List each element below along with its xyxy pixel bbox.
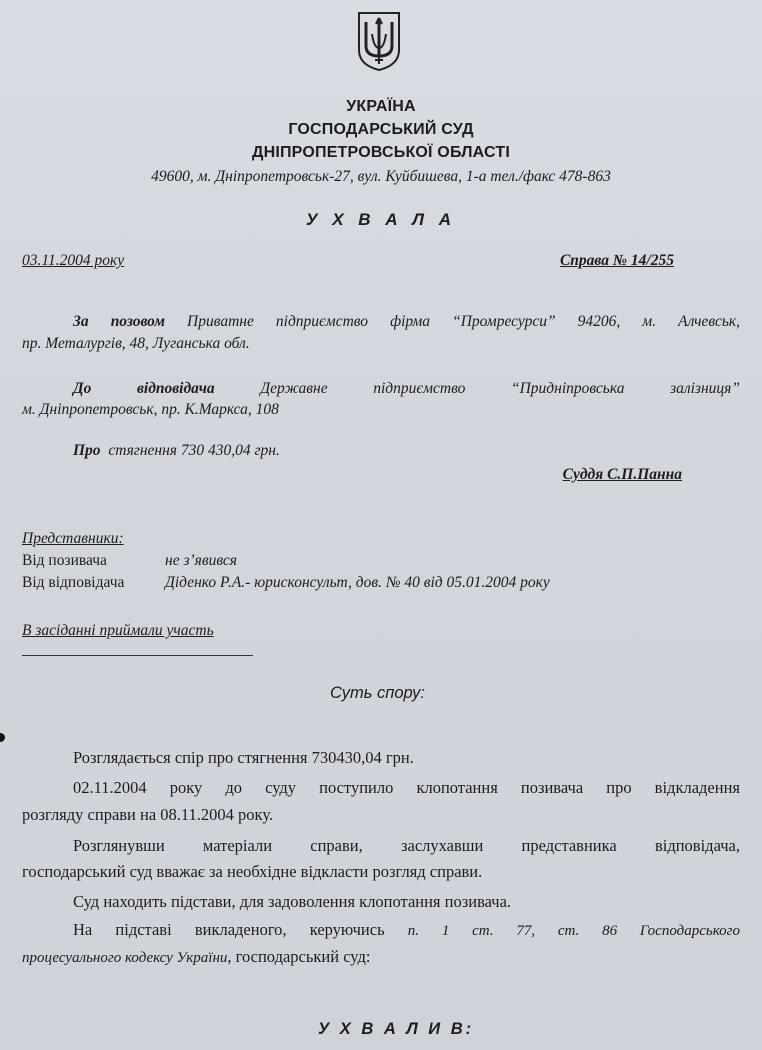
- header-region: ДНІПРОПЕТРОВСЬКОЇ ОБЛАСТІ: [251, 144, 511, 161]
- header-country: УКРАЇНА: [346, 98, 416, 115]
- decision-heading: У Х В А Л И В:: [318, 1020, 475, 1038]
- representative-plaintiff-label: Від позивача: [22, 552, 107, 569]
- participants-label: В засіданні приймали участь: [22, 622, 214, 639]
- header-court: ГОСПОДАРСЬКИЙ СУД: [288, 121, 474, 138]
- judge-name: Суддя С.П.Панна: [562, 466, 682, 483]
- plaintiff-label: За позовом: [73, 313, 165, 330]
- document-date: 03.11.2004 року: [22, 252, 125, 269]
- paragraph-4: Суд находить підстави, для задоволення клопотання позивача.: [73, 892, 512, 911]
- paragraph-3-line2: господарський суд вважає за необхідне відкласти розгляд справи.: [22, 862, 483, 881]
- subject-line: [73, 442, 280, 460]
- scan-edge-mark: [0, 733, 5, 742]
- representatives-heading: Представники:: [22, 530, 124, 547]
- paragraph-5-end: , господарський суд:: [227, 947, 371, 966]
- plaintiff-line1: [22, 313, 740, 331]
- paragraph-3-line1: Розглянувши матеріали справи, заслухавши представника відповідача,: [73, 836, 740, 855]
- defendant-label: До відповідача: [73, 380, 215, 397]
- representative-plaintiff-value: не з’явився: [165, 552, 237, 569]
- paragraph-2-line1: 02.11.2004 року до суду поступило клопотання позивача про відкладення: [73, 778, 740, 797]
- header-address: 49600, м. Дніпропетровськ-27, вул. Куйбишева, 1-а тел./факс 478-863: [151, 168, 611, 185]
- subject-label: Про: [73, 442, 101, 459]
- paragraph-5-line1: [73, 920, 740, 940]
- case-number: Справа № 14/255: [559, 252, 674, 269]
- representative-defendant-label: Від відповідача: [22, 574, 125, 591]
- trident-emblem-icon: [356, 10, 402, 72]
- defendant-line1: [22, 380, 740, 398]
- participants-underline: [22, 655, 253, 656]
- paragraph-5-start: На підставі викладеного, керуючись: [73, 920, 385, 939]
- defendant-line2: м. Дніпропетровськ, пр. К.Маркса, 108: [22, 401, 279, 418]
- representative-defendant-value: Діденко Р.А.- юрисконсульт, дов. № 40 від 05.01.2004 року: [165, 574, 550, 591]
- defendant-name: Державне підприємство “Придніпровська залізниця”: [260, 380, 740, 397]
- plaintiff-line2: пр. Металургів, 48, Луганська обл.: [22, 335, 250, 352]
- document-title: У Х В А Л А: [306, 210, 456, 229]
- dispute-heading: Суть спору:: [330, 684, 425, 702]
- paragraph-5-line2: [22, 947, 371, 967]
- paragraph-5-code-ref: процесуального кодексу України: [22, 950, 228, 966]
- paragraph-1: Розглядається спір про стягнення 730430,04 грн.: [73, 748, 414, 767]
- plaintiff-name: Приватне підприємство фірма “Промресурси” 94206, м. Алчевськ,: [187, 313, 740, 330]
- paragraph-2-line2: розгляду справи на 08.11.2004 року.: [22, 805, 274, 824]
- paragraph-5-refs: п. 1 ст. 77, ст. 86 Господарського: [407, 923, 740, 939]
- subject-text: стягнення 730 430,04 грн.: [108, 442, 280, 459]
